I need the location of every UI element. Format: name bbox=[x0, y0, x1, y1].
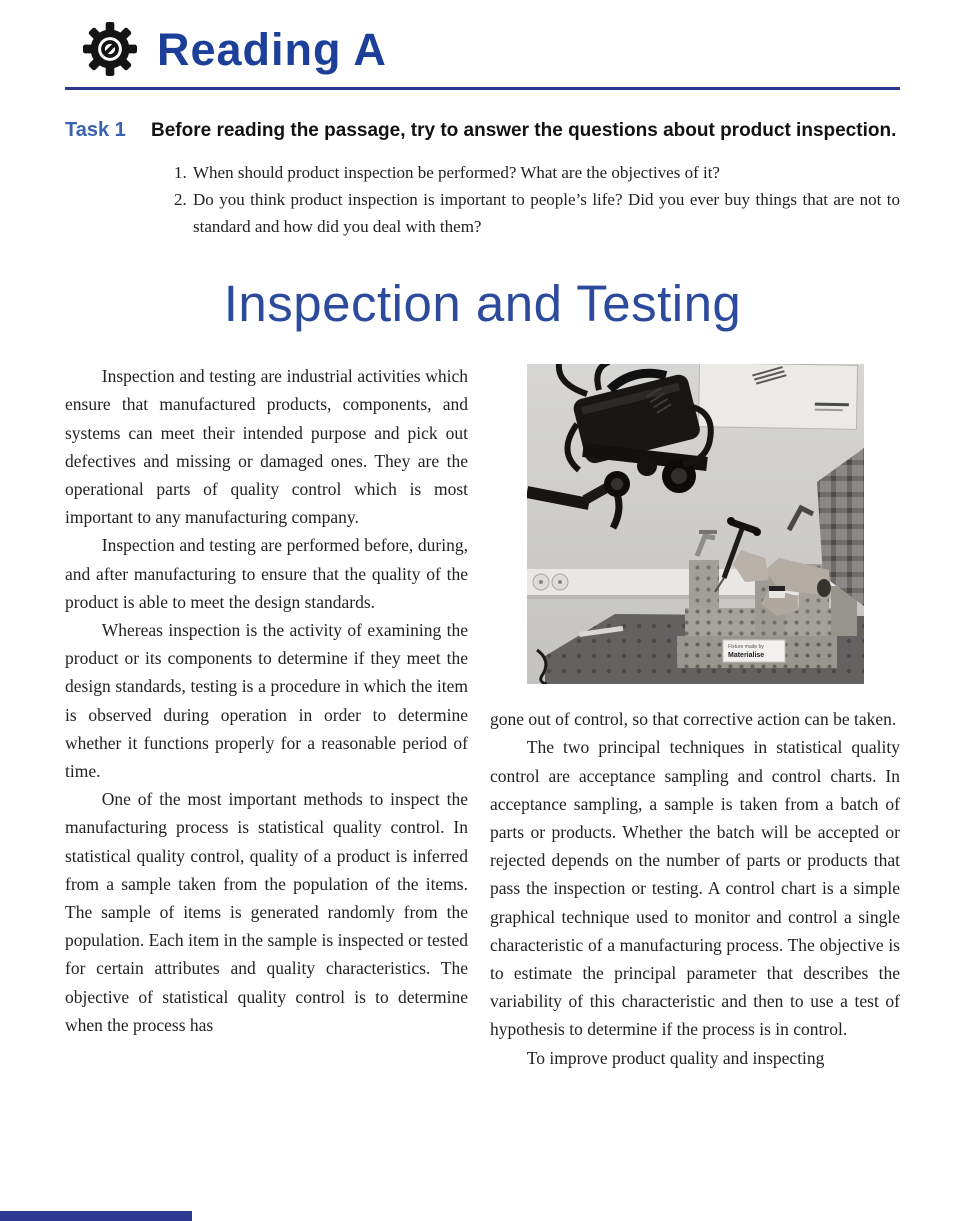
photo-poster bbox=[698, 364, 857, 429]
article-column-right bbox=[490, 362, 900, 1072]
paragraph: The two principal techniques in statistical quality control are acceptance sampling and control charts. In acceptance sampling, a sample is taken from a batch of parts or products. Whether the batch will be accepted or rejected depends on the number of parts or products that pass the inspection or testing. A control chart is a simple graphical technique used to monitor and control a single characteristic of a manufacturing process. The objective is to estimate the principal parameter that describes the variability of this characteristic and then to use a test of hypothesis to determine if the process is in control. bbox=[490, 737, 900, 1040]
paragraph: One of the most important methods to inspect the manufacturing process is statistical quality control. In statistical quality control, quality of a product is inferred from a sample taken from the population of the items. The sample of items is generated randomly from the population. Each item in the sample is inspected or tested for certain attributes and quality characteristics. The objective of statistical quality control is to determine when the process has bbox=[65, 789, 468, 1035]
task-label: Task 1 bbox=[65, 119, 126, 141]
page-title: Reading A bbox=[157, 23, 387, 75]
reading-header bbox=[65, 20, 900, 90]
task-questions bbox=[151, 159, 900, 240]
photo-caption-small: Fixture made by bbox=[727, 644, 764, 651]
header-rule bbox=[65, 87, 900, 90]
photo-label: Materialise bbox=[727, 652, 764, 660]
paragraph: Inspection and testing are performed before, during, and after manufacturing to ensure that the quality of the product is able to meet the design standards. bbox=[65, 535, 468, 612]
task-instruction: Before reading the passage, try to answer the questions about product inspection. bbox=[151, 120, 897, 141]
article-title: Inspection and Testing bbox=[223, 275, 742, 332]
task-section bbox=[65, 114, 900, 240]
paragraph: Inspection and testing are industrial activities which ensure that manufactured products, components, and systems can meet their intended purpose and pick out defectives and missing or damaged ones. They are the operational parts of quality control which is most important to any manufacturing company. bbox=[65, 366, 468, 528]
task-question-1: 1. When should product inspection be performed? What are the objectives of it? bbox=[191, 159, 900, 186]
paragraph: Whereas inspection is the activity of examining the product or its components to determine if they meet the design standards, testing is a procedure in which the item is observed during operation in order to determine whether it functions properly for a reasonable period of time. bbox=[65, 619, 468, 781]
task-question-2: 2. Do you think product inspection is important to people’s life? Did you ever buy things that are not to standard and how did you deal with them? bbox=[191, 186, 900, 240]
inspection-photo bbox=[527, 364, 864, 684]
article-column-left bbox=[65, 362, 468, 1072]
footer-accent-bar bbox=[0, 1211, 192, 1221]
gear-icon bbox=[83, 22, 137, 76]
paragraph: To improve product quality and inspecting bbox=[526, 1047, 825, 1068]
task-body bbox=[151, 114, 900, 240]
inspection-photo-illustration bbox=[527, 364, 864, 684]
article-columns bbox=[65, 362, 900, 1072]
paragraph: gone out of control, so that corrective action can be taken. bbox=[490, 709, 897, 730]
